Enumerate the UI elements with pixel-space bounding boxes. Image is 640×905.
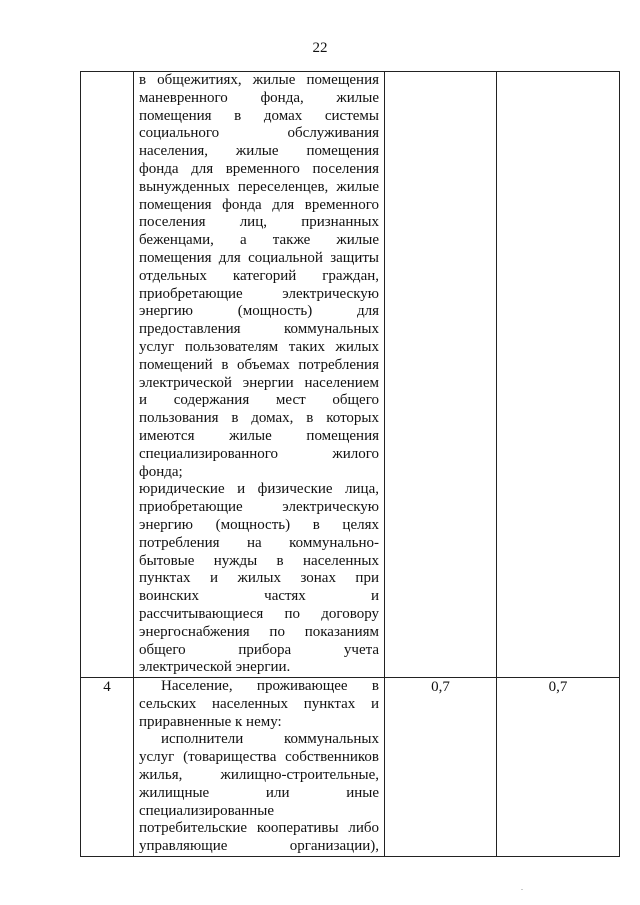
text-line: помещений в объемах потребления (139, 356, 379, 373)
consumer-category-cell (134, 72, 385, 678)
text-line: энергоснабжения по показаниям (139, 623, 379, 640)
coefficient-cell-2 (497, 72, 620, 678)
cell-text (139, 678, 379, 856)
text-line: приобретающие электрическую (139, 285, 379, 302)
row-number-cell (81, 72, 134, 678)
text-line: потребления на коммунально- (139, 534, 379, 551)
text-line: отдельных категорий граждан, (139, 267, 379, 284)
text-line: общего прибора учета (139, 641, 379, 658)
text-line: рассчитывающиеся по договору (139, 605, 379, 622)
text-line: услуг пользователям таких жилых (139, 338, 379, 355)
tariff-table (80, 71, 620, 857)
text-line: беженцами, а также жилые (139, 232, 379, 249)
text-line: имеются жилые помещения (139, 427, 379, 444)
text-line: управляющие организации), (139, 838, 379, 855)
text-line: маневренного фонда, жилые (139, 89, 379, 106)
consumer-category-cell (134, 678, 385, 857)
scan-mark: . (521, 883, 523, 892)
text-line: приобретающие электрическую (139, 499, 379, 516)
text-line: фонда; (139, 463, 183, 480)
table-row (81, 72, 620, 678)
page-number: 22 (312, 40, 328, 56)
text-line: энергию (мощность) в целях (139, 516, 379, 533)
text-line: бытовые нужды в населенных (139, 552, 379, 569)
text-line: пунктах и жилых зонах при (139, 570, 379, 587)
table-row (81, 678, 620, 857)
text-line: фонда для временного поселения (139, 160, 379, 177)
coefficient-cell-1: 0,7 (385, 678, 497, 857)
text-line: электрической энергии. (139, 659, 291, 676)
text-line: в общежитиях, жилые помещения (139, 72, 379, 88)
text-line: вынужденных переселенцев, жилые (139, 178, 379, 195)
text-line: помещения фонда для временного (139, 196, 379, 213)
text-line: предоставления коммунальных (139, 321, 379, 338)
coefficient-cell-2: 0,7 (497, 678, 620, 857)
text-line: поселения лиц, признанных (139, 214, 379, 231)
text-line: услуг (товарищества собственников (139, 749, 379, 766)
text-line: социального обслуживания (139, 125, 379, 142)
text-line: специализированные (139, 802, 274, 819)
text-line: жилищные или иные (139, 784, 379, 801)
text-line: юридические и физические лица, (139, 481, 379, 498)
text-line: электрической энергии населением (139, 374, 379, 391)
text-line: Население, проживающее в (161, 678, 379, 695)
text-line: энергию (мощность) для (139, 303, 379, 320)
text-line: жилья, жилищно-строительные, (139, 767, 379, 784)
text-line: специализированного жилого (139, 445, 379, 462)
text-line: сельских населенных пунктах и (139, 695, 379, 712)
cell-text (139, 72, 379, 677)
text-line: населения, жилые помещения (139, 143, 379, 160)
text-line: приравненные к нему: (139, 713, 282, 730)
row-number-cell: 4 (81, 678, 134, 857)
text-line: пользования в домах, в которых (139, 410, 379, 427)
text-line: помещения в домах системы (139, 107, 379, 124)
text-line: и содержания мест общего (139, 392, 379, 409)
text-line: воинских частях и (139, 588, 379, 605)
text-line: исполнители коммунальных (161, 731, 379, 748)
coefficient-cell-1 (385, 72, 497, 678)
text-line: помещения для социальной защиты (139, 249, 379, 266)
text-line: потребительские кооперативы либо (139, 820, 379, 837)
